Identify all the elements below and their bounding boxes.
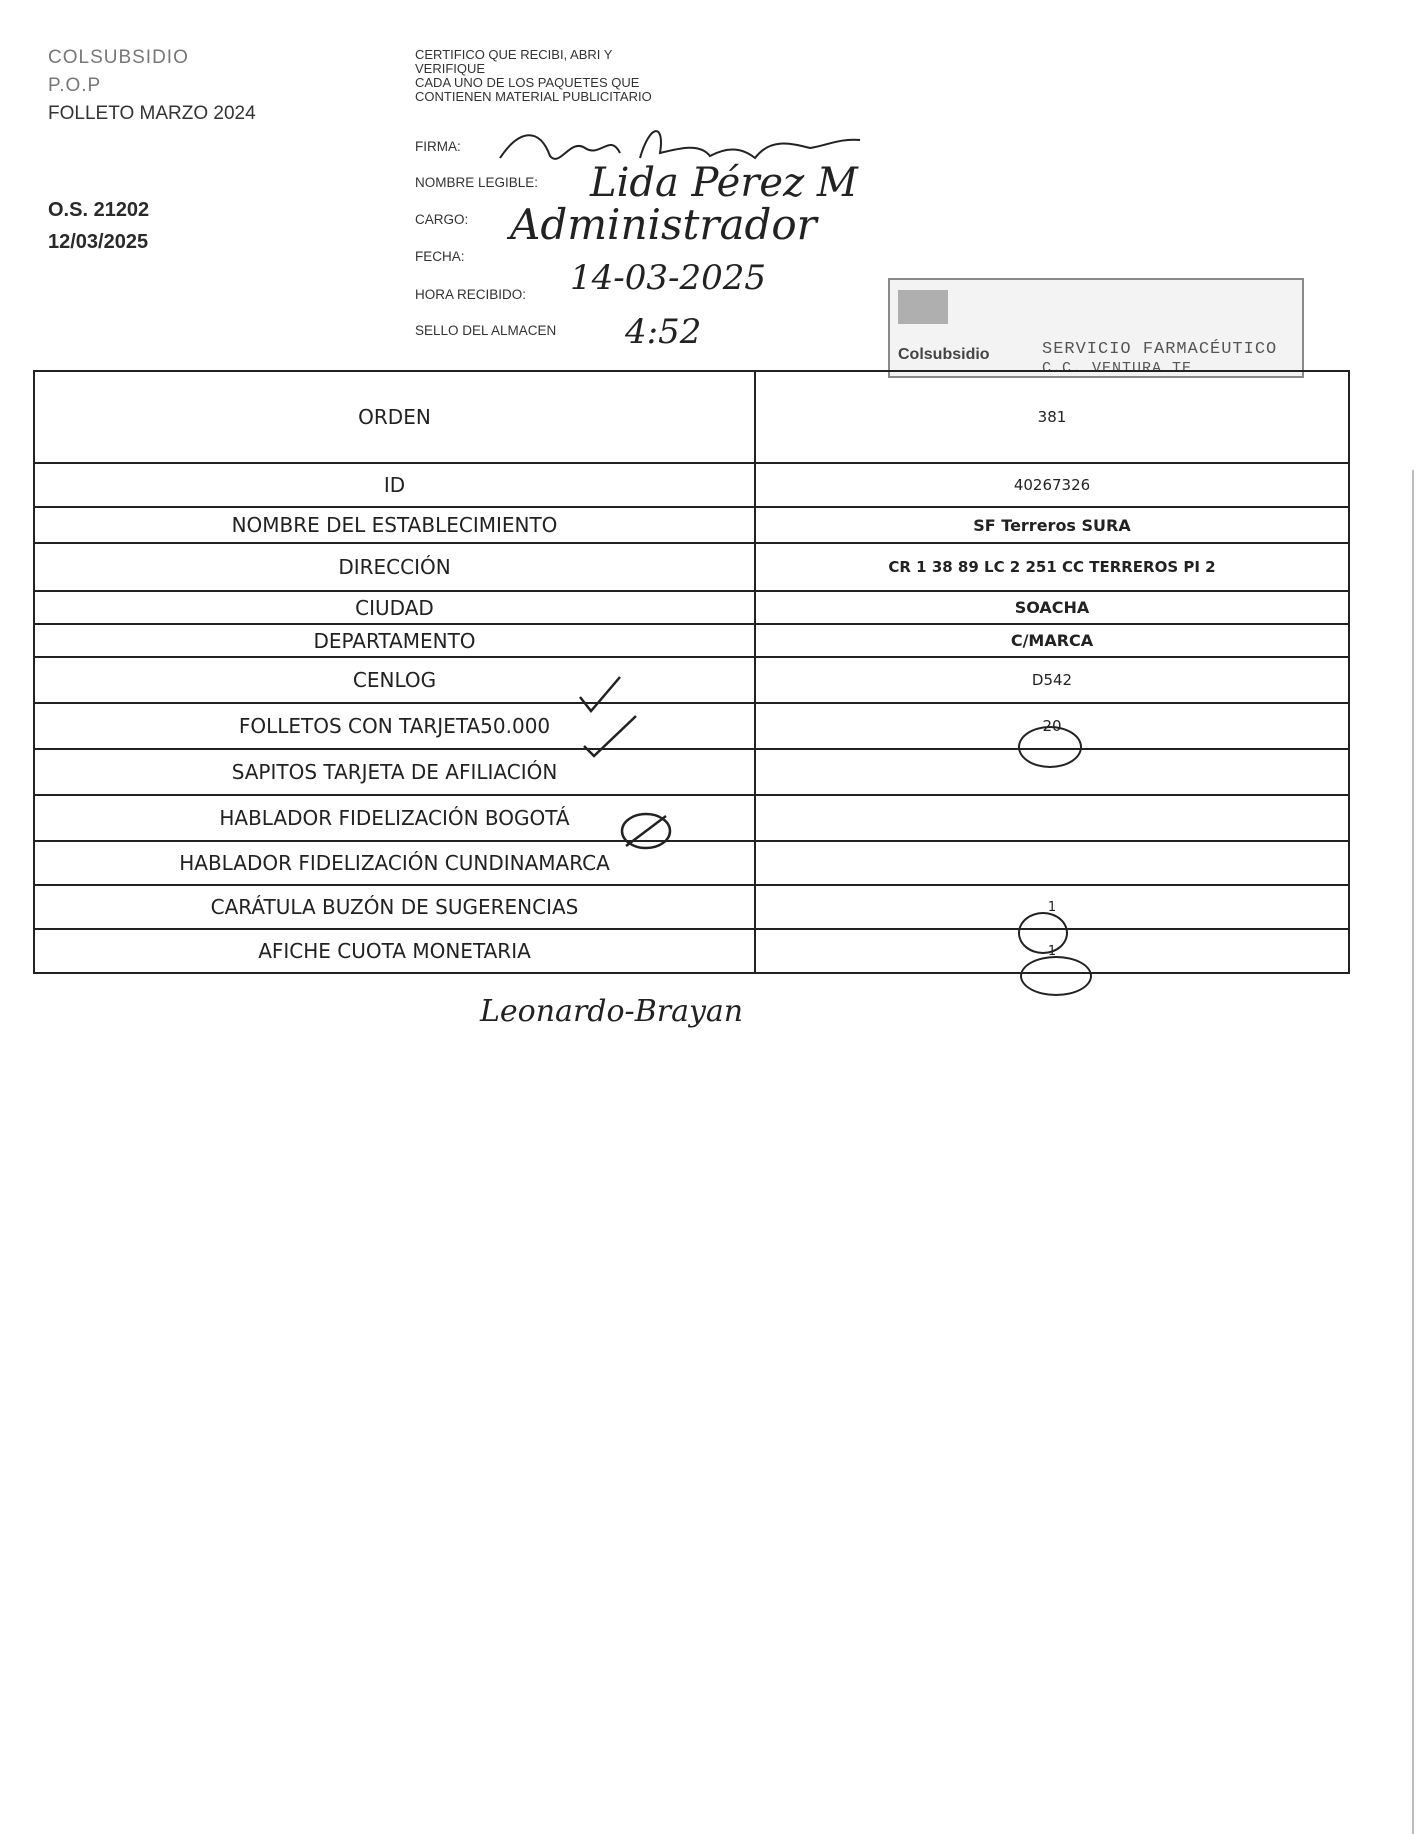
os-number: O.S. 21202 <box>48 199 150 221</box>
bottom-signature: Leonardo-Brayan <box>480 994 744 1029</box>
row-label: ORDEN <box>34 371 755 463</box>
row-value: SF Terreros SURA <box>755 507 1349 543</box>
table-row <box>34 885 1349 929</box>
row-label: NOMBRE DEL ESTABLECIMIENTO <box>34 507 755 543</box>
certification-text <box>415 48 652 104</box>
row-value: SOACHA <box>755 591 1349 624</box>
firma-label: FIRMA: <box>415 139 461 154</box>
order-date: 12/03/2025 <box>48 231 149 253</box>
row-label: HABLADOR FIDELIZACIÓN BOGOTÁ <box>34 795 755 841</box>
value-circle-mark <box>1020 956 1092 996</box>
hora-label: HORA RECIBIDO: <box>415 287 527 302</box>
folleto-label: FOLLETO MARZO 2024 <box>48 103 256 124</box>
cargo-label: CARGO: <box>415 212 469 227</box>
scan-edge-line <box>1412 470 1414 1834</box>
row-value: 1 <box>755 929 1349 973</box>
table-row <box>34 657 1349 703</box>
row-value: 20 <box>755 703 1349 749</box>
stamp-line1: SERVICIO FARMACÉUTICO <box>1042 340 1278 359</box>
row-label: DEPARTAMENTO <box>34 624 755 657</box>
cert-line: VERIFIQUE <box>415 61 486 76</box>
table-row <box>34 624 1349 657</box>
row-value <box>755 841 1349 885</box>
checkmark-icon <box>575 675 625 715</box>
row-label: CENLOG <box>34 657 755 703</box>
row-label: HABLADOR FIDELIZACIÓN CUNDINAMARCA <box>34 841 755 885</box>
handwritten-name: Lida Pérez M <box>590 160 858 206</box>
table-row <box>34 591 1349 624</box>
cert-line: CONTIENEN MATERIAL PUBLICITARIO <box>415 89 652 104</box>
cert-line: CADA UNO DE LOS PAQUETES QUE <box>415 75 640 90</box>
fecha-label: FECHA: <box>415 249 465 264</box>
row-value: 1 <box>755 885 1349 929</box>
table-row <box>34 507 1349 543</box>
row-value: D542 <box>755 657 1349 703</box>
row-label: SAPITOS TARJETA DE AFILIACIÓN <box>34 749 755 795</box>
row-label: DIRECCIÓN <box>34 543 755 591</box>
row-label: ID <box>34 463 755 507</box>
cert-line: CERTIFICO QUE RECIBI, ABRI Y <box>415 47 613 62</box>
handwritten-cargo: Administrador <box>510 200 817 249</box>
row-label: FOLLETOS CON TARJETA50.000 <box>34 703 755 749</box>
row-label: AFICHE CUOTA MONETARIA <box>34 929 755 973</box>
row-value: CR 1 38 89 LC 2 251 CC TERREROS PI 2 <box>755 543 1349 591</box>
company-name: COLSUBSIDIO <box>48 47 189 68</box>
row-value: 381 <box>755 371 1349 463</box>
row-value <box>755 795 1349 841</box>
crossed-circle-icon <box>618 810 674 852</box>
handwritten-fecha: 14-03-2025 <box>570 258 767 298</box>
nombre-label: NOMBRE LEGIBLE: <box>415 175 539 190</box>
table-row <box>34 371 1349 463</box>
table-row <box>34 841 1349 885</box>
value-circle-mark <box>1018 726 1082 768</box>
row-label: CARÁTULA BUZÓN DE SUGERENCIAS <box>34 885 755 929</box>
table-row <box>34 543 1349 591</box>
value-circle-mark <box>1018 912 1068 954</box>
delivery-table <box>33 370 1350 974</box>
table-row <box>34 703 1349 749</box>
store-stamp <box>888 278 1304 378</box>
header-left <box>48 44 256 128</box>
row-value: 40267326 <box>755 463 1349 507</box>
stamp-line2: C.C. VENTURA TE <box>1042 360 1193 377</box>
row-value: C/MARCA <box>755 624 1349 657</box>
table-row <box>34 795 1349 841</box>
order-info <box>48 194 149 258</box>
row-label: CIUDAD <box>34 591 755 624</box>
checkmark-icon <box>580 712 640 758</box>
pop-label: P.O.P <box>48 75 102 96</box>
sello-label: SELLO DEL ALMACEN <box>415 323 557 338</box>
stamp-emblem-icon <box>898 290 948 324</box>
table-row <box>34 929 1349 973</box>
stamp-logo: Colsubsidio <box>898 346 990 363</box>
handwritten-hora: 4:52 <box>625 312 702 352</box>
table-row <box>34 749 1349 795</box>
table-row <box>34 463 1349 507</box>
